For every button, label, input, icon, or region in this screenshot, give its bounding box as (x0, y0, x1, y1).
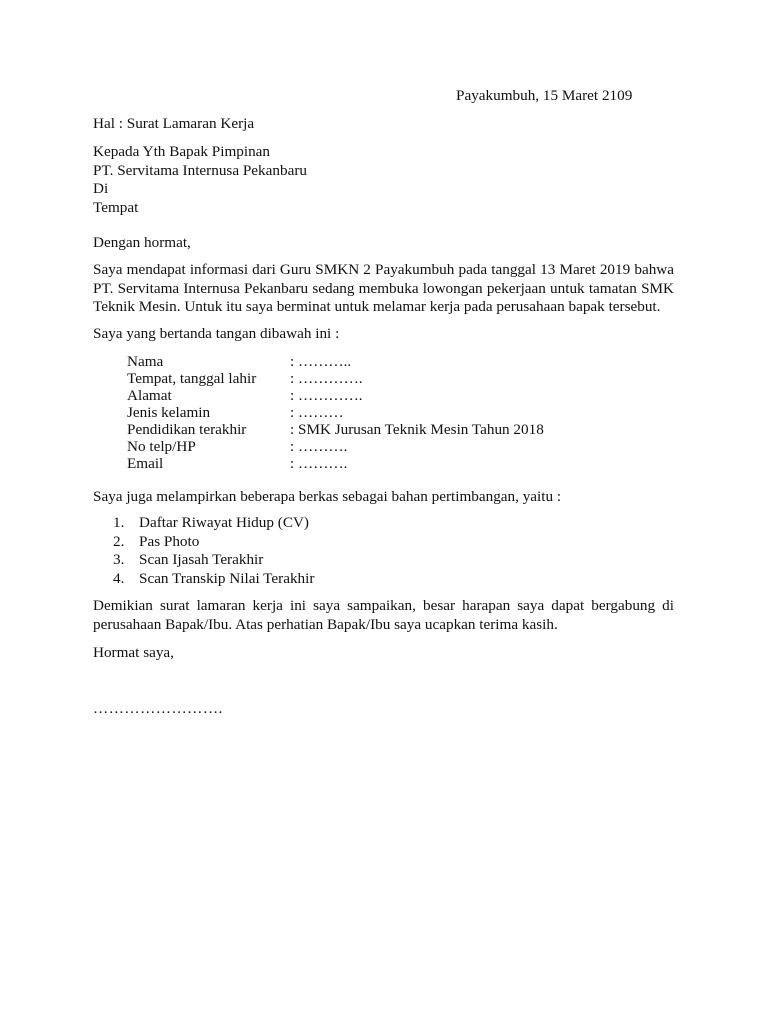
place-date: Payakumbuh, 15 Maret 2109 (456, 87, 633, 104)
recipient-line-2: PT. Servitama Internusa Pekanbaru (93, 161, 307, 179)
field-label: Tempat, tanggal lahir (127, 370, 257, 387)
field-label: Email (127, 455, 164, 472)
field-label: Pendidikan terakhir (127, 421, 247, 438)
list-text: Daftar Riwayat Hidup (CV) (139, 514, 309, 531)
field-value: : ………. (290, 438, 348, 455)
recipient-address (93, 143, 307, 217)
attachments-intro: Saya juga melampirkan beberapa berkas sebagai bahan pertimbangan, yaitu : (93, 488, 562, 505)
field-value: : …………. (290, 370, 363, 387)
greeting: Dengan hormat, (93, 234, 191, 251)
field-value: : SMK Jurusan Teknik Mesin Tahun 2018 (290, 421, 544, 438)
list-number: 1. (113, 514, 125, 531)
intro-paragraph: Saya mendapat informasi dari Guru SMKN 2 Payakumbuh pada tanggal 13 Maret 2019 bahwa PT. Servitama Internusa Pekanbaru sedang membuka lowongan pekerjaan untuk tamatan SMK Teknik Mesin. Untuk itu saya berminat untuk melamar kerja pada perusahaan bapak tersebut. (93, 261, 674, 315)
field-label: Nama (127, 353, 164, 370)
field-label: No telp/HP (127, 438, 196, 455)
list-number: 2. (113, 532, 125, 550)
list-text: Scan Transkip Nilai Terakhir (139, 569, 315, 587)
list-text: Pas Photo (139, 532, 200, 550)
closing-paragraph: Demikian surat lamaran kerja ini saya sampaikan, besar harapan saya dapat bergabung di perusahaan Bapak/Ibu. Atas perhatian Bapak/Ibu saya ucapkan terima kasih. (93, 597, 674, 633)
field-value: : ……… (290, 404, 344, 421)
field-value: : ………. (290, 455, 348, 472)
field-value: : ……….. (290, 353, 352, 370)
recipient-line-1: Kepada Yth Bapak Pimpinan (93, 143, 271, 160)
field-label: Jenis kelamin (127, 404, 211, 421)
signature-placeholder: ……………………. (93, 700, 223, 717)
letter-subject: Hal : Surat Lamaran Kerja (93, 115, 255, 132)
list-number: 3. (113, 551, 125, 568)
signoff: Hormat saya, (93, 644, 174, 661)
self-intro: Saya yang bertanda tangan dibawah ini : (93, 325, 340, 342)
recipient-line-3: Di (93, 180, 109, 197)
field-value: : …………. (290, 387, 363, 404)
list-text: Scan Ijasah Terakhir (139, 551, 264, 568)
recipient-line-4: Tempat (93, 198, 139, 216)
list-number: 4. (113, 569, 125, 587)
field-label: Alamat (127, 387, 172, 404)
